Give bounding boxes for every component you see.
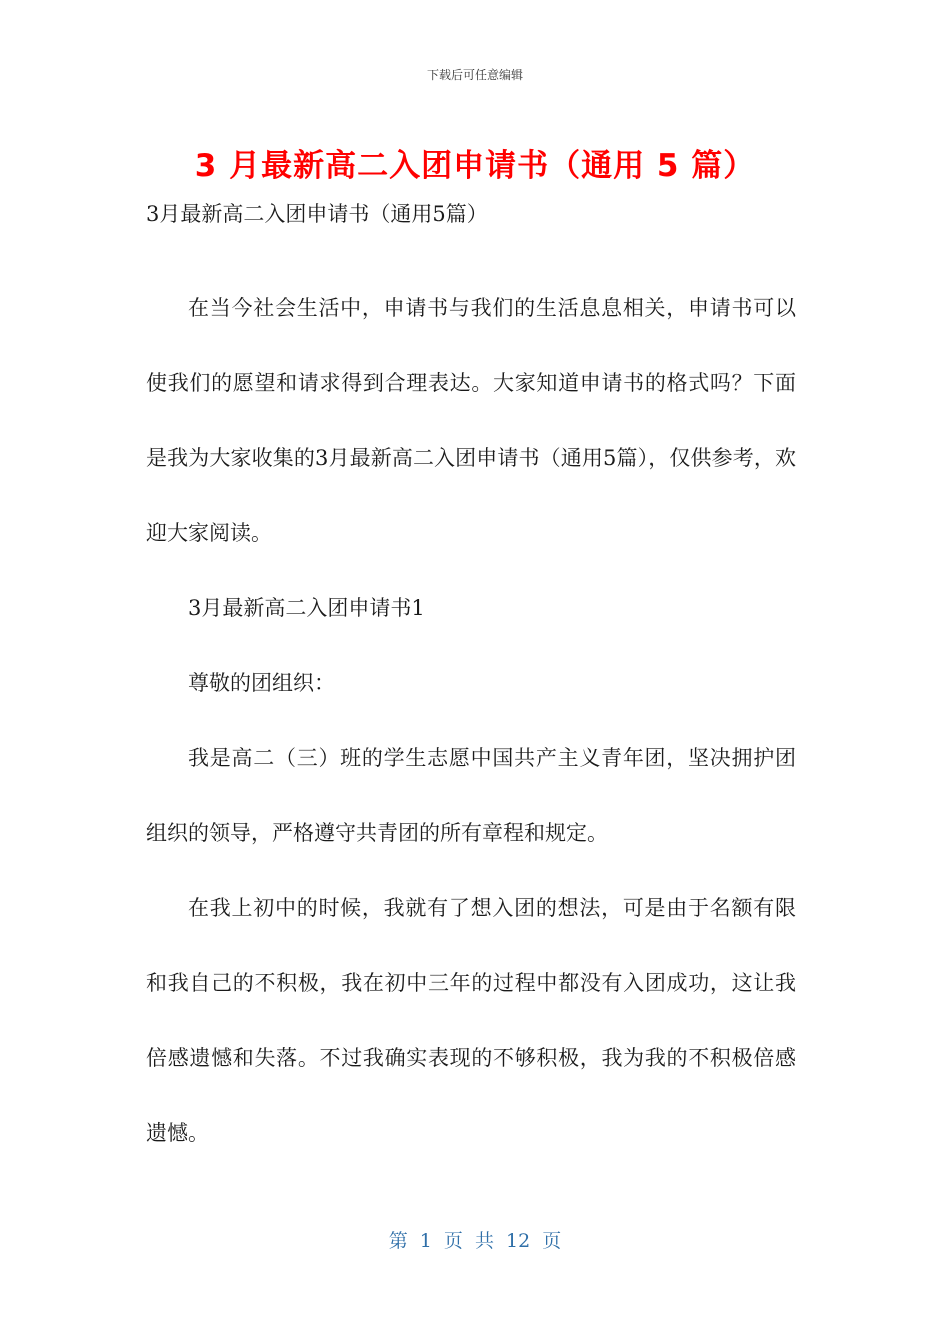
document-subtitle: 3月最新高二入团申请书（通用5篇） [146, 202, 488, 226]
document-title: 3 月最新高二入团申请书（通用 5 篇） [194, 148, 756, 184]
body-paragraph-1: 我是高二（三）班的学生志愿中国共产主义青年团，坚决拥护团组织的领导，严格遵守共青团的所有章程和规定。 [146, 746, 796, 845]
body-paragraph-2: 在我上初中的时候，我就有了想入团的想法，可是由于名额有限和我自己的不积极，我在初中三年的过程中都没有入团成功，这让我倍感遗憾和失落。不过我确实表现的不够积极，我为我的不积极倍感遗憾。 [146, 896, 796, 1145]
page-footer: 第 1 页 共 12 页 [388, 1230, 562, 1252]
intro-paragraph: 在当今社会生活中，申请书与我们的生活息息相关，申请书可以使我们的愿望和请求得到合理表达。大家知道申请书的格式吗？下面是我为大家收集的3月最新高二入团申请书（通用5篇），仅供参考，欢迎大家阅读。 [146, 296, 796, 545]
header-note: 下载后可任意编辑 [426, 68, 523, 82]
section-heading: 3月最新高二入团申请书1 [188, 596, 425, 620]
document-body [146, 196, 796, 1171]
salutation: 尊敬的团组织： [188, 671, 335, 695]
